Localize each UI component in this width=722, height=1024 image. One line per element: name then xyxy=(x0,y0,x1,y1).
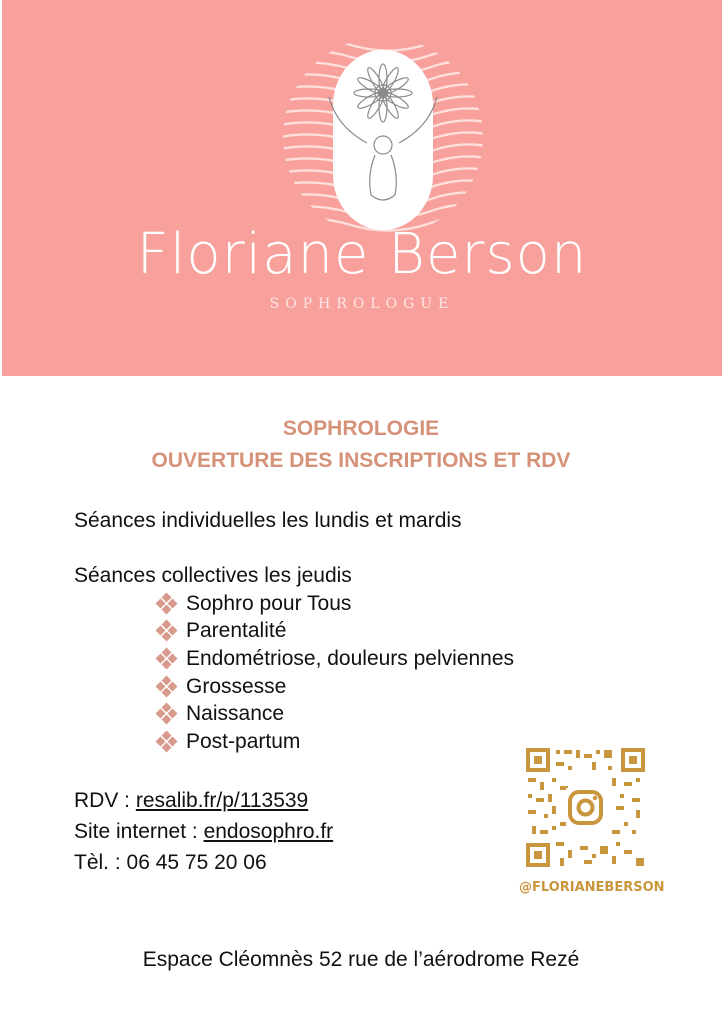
section-subheading: OUVERTURE DES INSCRIPTIONS ET RDV xyxy=(151,449,571,472)
list-item xyxy=(156,700,514,728)
diamond-bullet-icon xyxy=(156,676,178,698)
brand-name: Floriane Berson xyxy=(136,222,588,287)
list-item-label: Endométriose, douleurs pelviennes xyxy=(186,646,515,670)
list-item xyxy=(156,645,514,673)
list-item-label: Grossesse xyxy=(186,674,287,698)
rdv-link[interactable]: resalib.fr/p/113539 xyxy=(135,789,309,812)
list-item xyxy=(156,590,514,618)
list-item xyxy=(156,618,514,646)
rdv-line xyxy=(74,789,308,813)
collective-sessions-text: Séances collectives les jeudis xyxy=(74,564,352,587)
list-item-label: Sophro pour Tous xyxy=(186,591,352,615)
diamond-bullet-icon xyxy=(156,703,178,725)
diamond-bullet-icon xyxy=(156,648,178,670)
website-label: Site internet : xyxy=(74,820,204,843)
website-line xyxy=(74,820,333,844)
list-item-label: Naissance xyxy=(186,702,285,726)
instagram-handle: @FLORIANEBERSON xyxy=(519,880,665,895)
list-item xyxy=(156,728,514,756)
list-item-label: Parentalité xyxy=(186,619,287,643)
address-text: Espace Cléomnès 52 rue de l’aérodrome Rezé xyxy=(142,948,580,971)
list-item xyxy=(156,673,514,701)
phone-number: Tèl. : 06 45 75 20 06 xyxy=(74,851,267,874)
brand-subtitle: SOPHROLOGUE xyxy=(269,296,455,312)
diamond-bullet-icon xyxy=(156,620,178,642)
instagram-qr-code-icon[interactable] xyxy=(524,746,647,869)
collective-sessions-list xyxy=(156,590,514,756)
sunflower-figure-icon xyxy=(281,35,485,239)
website-link[interactable]: endosophro.fr xyxy=(203,820,334,843)
diamond-bullet-icon xyxy=(156,593,178,615)
list-item-label: Post-partum xyxy=(186,729,301,753)
rdv-label: RDV : xyxy=(74,789,136,812)
section-heading: SOPHROLOGIE xyxy=(282,417,440,440)
header-banner xyxy=(2,0,722,376)
diamond-bullet-icon xyxy=(156,731,178,753)
individual-sessions-text: Séances individuelles les lundis et mardis xyxy=(74,509,462,532)
